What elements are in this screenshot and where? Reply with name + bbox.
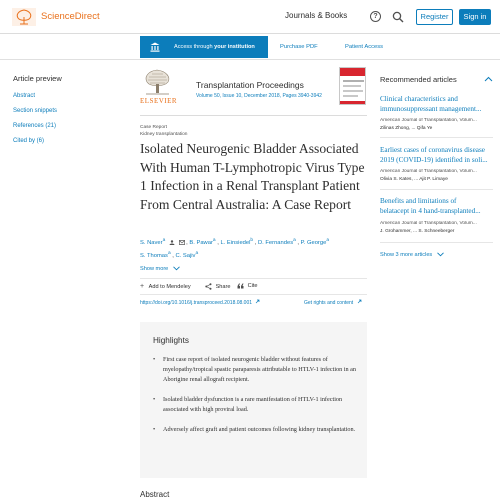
share-icon <box>205 283 212 290</box>
plus-icon: + <box>140 283 145 290</box>
show-more-articles-label: Show 3 more articles <box>380 252 433 258</box>
show-more-label: Show more <box>140 266 169 272</box>
chevron-down-icon <box>173 266 180 271</box>
email-icon[interactable] <box>179 240 185 245</box>
author-link[interactable]: L. Einsiedel <box>220 239 251 246</box>
author-affiliation: a <box>167 251 171 256</box>
author-link[interactable]: C. Sajiv <box>175 252 196 259</box>
recommended-heading: Recommended articles <box>380 75 457 84</box>
access-prefix: Access through <box>174 44 215 50</box>
search-icon[interactable] <box>392 11 404 23</box>
recommended-journal: American Journal of Transplantation, Volum... <box>380 169 477 174</box>
preview-item-abstract[interactable]: Abstract <box>13 93 36 99</box>
recommended-title-line: 2019 (COVID-19) identified in soli... <box>380 156 488 164</box>
add-to-mendeley-label: Add to Mendeley <box>148 284 191 290</box>
author-link[interactable]: P. George <box>300 239 327 246</box>
purchase-pdf-link[interactable]: Purchase PDF <box>280 44 318 50</box>
divider <box>380 189 493 190</box>
recommended-authors: J. Grohammer, ... S. Schneeberger <box>380 229 455 234</box>
abstract-heading: Abstract <box>140 490 170 499</box>
recommended-title-line: immunosuppressant management... <box>380 105 482 113</box>
divider <box>380 242 493 243</box>
author-affiliation: b <box>250 238 254 243</box>
recommended-authors: Zilinas Zhong, ... Qifa Ye <box>380 126 433 131</box>
access-bar <box>0 35 500 60</box>
add-to-mendeley-button[interactable] <box>140 283 191 290</box>
preview-item-section-snippets[interactable]: Section snippets <box>13 108 58 114</box>
authors-line-1: S. Naver$^a$ , B. Pawar$^a$ , L. Einsiedel$^b$ , D. Fernandes$^a$ , P. George$^a$ <box>140 238 330 246</box>
highlights-list <box>153 355 358 445</box>
top-header <box>0 0 500 34</box>
cite-button[interactable] <box>237 283 258 289</box>
author-link[interactable]: S. Naver <box>140 239 163 246</box>
rights-content-link[interactable] <box>304 299 362 306</box>
recommended-article-title[interactable] <box>380 196 495 216</box>
external-link-icon <box>357 299 362 304</box>
recommended-title-line: Clinical characteristics and <box>380 95 458 103</box>
elsevier-tree-logo-icon[interactable] <box>140 67 175 97</box>
elsevier-logo-icon[interactable] <box>12 8 36 26</box>
article-preview-heading: Article preview <box>13 74 62 83</box>
show-more-articles-button[interactable] <box>380 252 444 258</box>
article-preview-list <box>13 93 57 153</box>
cite-label: Cite <box>247 283 258 290</box>
recommended-article-title[interactable] <box>380 94 495 114</box>
article-title: Isolated Neurogenic Bladder Associated With Human T-Lymphotropic Virus Type 1 Infection in a Renal Transplant Patient From Central Australia: A Case Report <box>140 141 365 212</box>
publisher-name: ELSEVIER <box>140 97 178 105</box>
recommended-article-title[interactable] <box>380 145 495 165</box>
institution-icon <box>150 42 160 52</box>
recommended-title-line: Benefits and limitations of <box>380 197 457 205</box>
access-institution-label: your institution <box>214 44 255 50</box>
person-icon <box>169 240 175 245</box>
author-affiliation: a <box>212 238 216 243</box>
divider <box>380 137 493 138</box>
highlight-item: • Adversely affect graft and patient outcomes following kidney transplantation. <box>153 425 358 435</box>
article-type: Case Report <box>140 125 167 130</box>
recommended-journal: American Journal of Transplantation, Volum... <box>380 118 477 123</box>
recommended-authors: Olivia S. Kates, ... Ajit P. Limaye <box>380 177 448 182</box>
brand-name[interactable]: ScienceDirect <box>41 11 100 22</box>
rights-text: Get rights and content <box>304 300 354 306</box>
share-button[interactable] <box>205 283 231 290</box>
highlight-item: • First case report of isolated neurogenic bladder without features of myelopathy/tropical spastic paraparesis attributable to HTLV-1 infection in an Aborigine renal allograft recipient. <box>153 355 358 385</box>
author-link[interactable]: S. Thomas <box>140 252 168 259</box>
chevron-down-icon <box>437 252 444 257</box>
article-section: Kidney transplantation <box>140 132 188 137</box>
divider <box>140 278 367 279</box>
external-link-icon <box>255 299 260 304</box>
divider <box>140 115 367 116</box>
doi-link[interactable] <box>140 299 260 306</box>
journal-title[interactable]: Transplantation Proceedings <box>196 80 304 90</box>
preview-item-cited-by[interactable]: Cited by (6) <box>13 138 45 144</box>
sign-in-button[interactable]: Sign in <box>459 9 491 25</box>
recommended-journal: American Journal of Transplantation, Volum... <box>380 221 477 226</box>
show-more-authors-button[interactable] <box>140 266 180 272</box>
authors-line-2: S. Thomas$^a$ , C. Sajiv$^a$ <box>140 251 199 259</box>
author-affiliation: a <box>293 238 296 243</box>
journal-cover-image[interactable] <box>339 67 366 105</box>
highlights-heading: Highlights <box>153 336 189 345</box>
journal-volume[interactable]: Volume 50, Issue 10, December 2018, Pages 3940-3942 <box>196 93 322 99</box>
patient-access-link[interactable]: Patient Access <box>345 44 384 50</box>
author-affiliation: a <box>326 238 330 243</box>
highlights-box <box>140 322 367 478</box>
recommended-title-line: Earliest cases of coronavirus disease <box>380 146 485 154</box>
register-button[interactable]: Register <box>416 9 453 25</box>
quote-icon <box>237 283 244 289</box>
author-link[interactable]: D. Fernandes <box>257 239 294 246</box>
journals-books-link[interactable]: Journals & Books <box>285 11 348 20</box>
share-label: Share <box>215 283 231 290</box>
preview-item-references[interactable]: References (21) <box>13 123 57 129</box>
doi-text: https://doi.org/10.1016/j.transproceed.2018.08.001 <box>140 300 253 306</box>
author-affiliation: a <box>195 251 199 256</box>
author-affiliation: a <box>162 238 166 243</box>
highlight-item: • Isolated bladder dysfunction is a rare manifestation of HTLV-1 infection associated with high proviral load. <box>153 395 358 415</box>
access-institution-button[interactable] <box>140 36 268 58</box>
chevron-up-icon[interactable] <box>484 75 493 83</box>
author-link[interactable]: B. Pawar <box>189 239 213 246</box>
recommended-title-line: belatacept in 4 hand-transplanted... <box>380 207 481 215</box>
help-icon[interactable]: ? <box>370 11 381 22</box>
divider <box>140 294 367 295</box>
